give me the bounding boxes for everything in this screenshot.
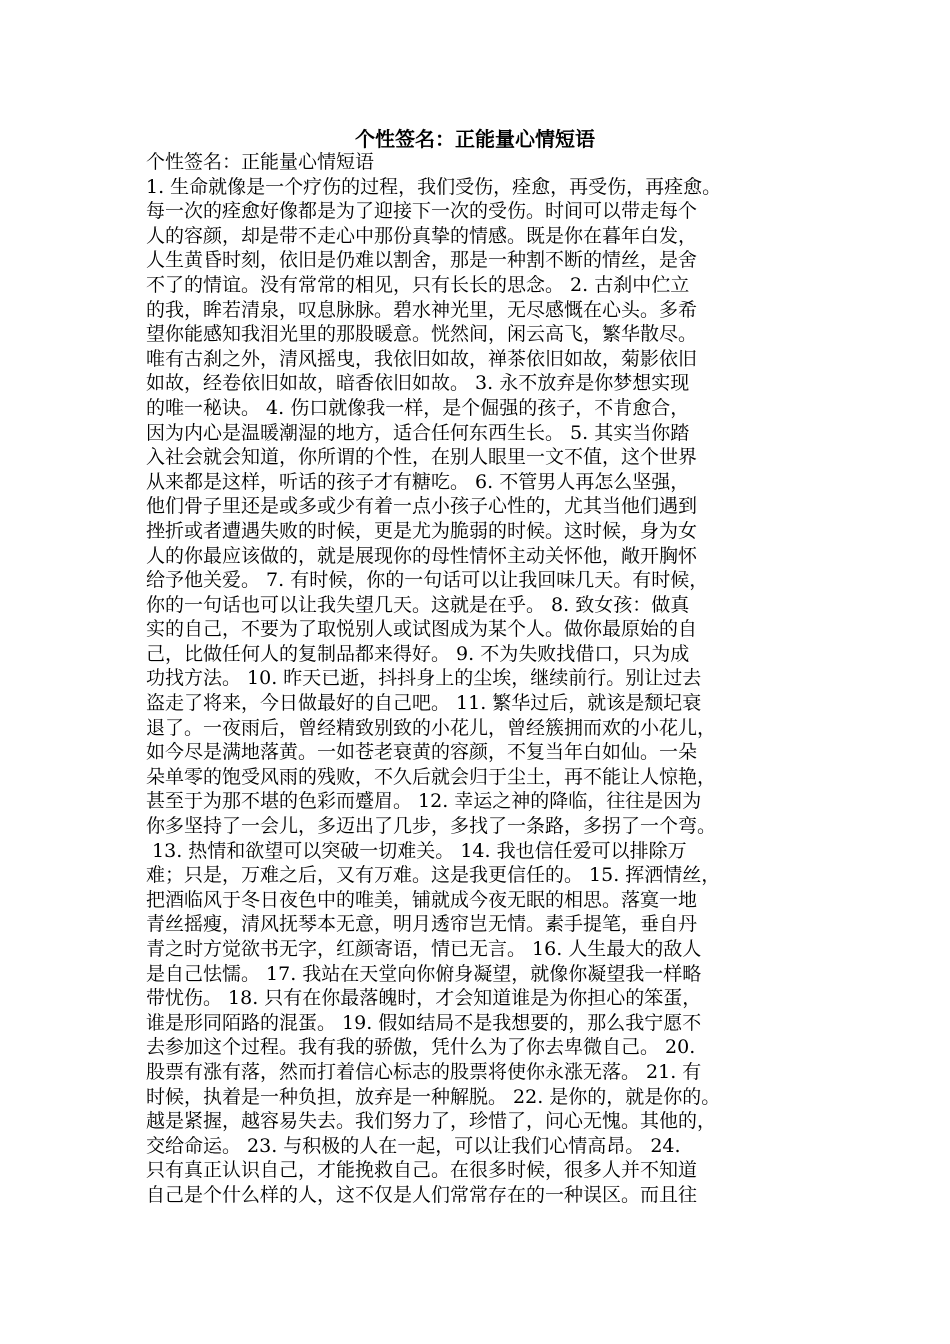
body-text-line: 人的你最应该做的，就是展现你的母性情怀主动关怀他，敞开胸怀 [146,544,698,567]
body-text-line: 功找方法。 10. 昨天已逝，抖抖身上的尘埃，继续前行。别让过去 [146,667,702,690]
body-text-line: 挫折或者遭遇失败的时候，更是尤为脆弱的时候。这时候，身为女 [146,519,698,542]
body-text-line: 13. 热情和欲望可以突破一切难关。 14. 我也信任爱可以排除万 [146,839,687,862]
body-text-line: 去参加这个过程。我有我的骄傲，凭什么为了你去卑微自己。 20. [146,1036,696,1059]
body-text-line: 交给命运。 23. 与积极的人在一起，可以让我们心情高昂。 24. [146,1134,681,1157]
body-text-line: 越是紧握，越容易失去。我们努力了，珍惜了，问心无愧。其他的， [146,1110,717,1133]
body-text-line: 自己是个什么样的人，这不仅是人们常常存在的一种误区。而且往 [146,1183,698,1206]
body-text-line: 望你能感知我泪光里的那股暖意。恍然间，闲云高飞，繁华散尽。 [146,323,698,346]
body-text-line: 如故，经卷依旧如故，暗香依旧如故。 3. 永不放弃是你梦想实现 [146,372,690,395]
document-title: 个性签名：正能量心情短语 [355,127,595,151]
body-text-line: 因为内心是温暖潮湿的地方，适合任何东西生长。 5. 其实当你踏 [146,421,690,444]
body-text-line: 入社会就会知道，你所谓的个性，在别人眼里一文不值，这个世界 [146,446,698,469]
body-text-line: 你的一句话也可以让我失望几天。这就是在乎。 8. 致女孩：做真 [146,593,690,616]
body-text-line: 只有真正认识自己，才能挽救自己。在很多时候，很多人并不知道 [146,1159,698,1182]
body-text-line: 股票有涨有落，然而打着信心标志的股票将使你永涨无落。 21. 有 [146,1060,702,1083]
body-text-line: 盗走了将来，今日做最好的自己吧。 11. 繁华过后，就该是颓圮衰 [146,692,702,715]
body-text-line: 你多坚持了一会儿，多迈出了几步，多找了一条路，多拐了一个弯。 [146,815,717,838]
body-text-line: 难；只是，万难之后，又有万难。这是我更信任的。 15. 挥洒情丝， [146,864,721,887]
body-text-line: 人的容颜，却是带不走心中那份真挚的情感。既是你在暮年白发， [146,224,698,247]
body-text-line: 是自己怯懦。 17. 我站在天堂向你俯身凝望，就像你凝望我一样略 [146,962,702,985]
body-text-line: 人生黄昏时刻，依旧是仍难以割舍，那是一种割不断的情丝，是舍 [146,249,698,272]
body-text-line: 己，比做任何人的复制品都来得好。 9. 不为失败找借口，只为成 [146,642,690,665]
body-text-line: 给予他关爱。 7. 有时候，你的一句话可以让我回味几天。有时候， [146,569,709,592]
body-text-line: 不了的情谊。没有常常的相见，只有长长的思念。 2. 古刹中伫立 [146,273,690,296]
body-text-line: 的我，眸若清泉，叹息脉脉。碧水神光里，无尽感慨在心头。多希 [146,298,698,321]
document-body [146,150,826,1208]
body-text-line: 青丝摇瘦，清风抚琴本无意，明月透帘岂无情。素手提笔，垂自丹 [146,913,698,936]
body-text-line: 谁是形同陌路的混蛋。 19. 假如结局不是我想要的，那么我宁愿不 [146,1011,702,1034]
body-text-line: 他们骨子里还是或多或少有着一点小孩子心性的，尤其当他们遇到 [146,495,698,518]
body-text-line: 带忧伤。 18. 只有在你最落魄时，才会知道谁是为你担心的笨蛋， [146,987,702,1010]
body-text-line: 唯有古刹之外，清风摇曳，我依旧如故，禅茶依旧如故，菊影依旧 [146,347,698,370]
body-text-line: 甚至于为那不堪的色彩而蹙眉。 12. 幸运之神的降临，往往是因为 [146,790,702,813]
body-text-line: 实的自己，不要为了取悦别人或试图成为某个人。做你最原始的自 [146,618,698,641]
body-text-line: 退了。一夜雨后，曾经精致别致的小花儿，曾经簇拥而欢的小花儿， [146,716,717,739]
body-text-line: 朵单零的饱受风雨的残败，不久后就会归于尘土，再不能让人惊艳， [146,765,717,788]
body-text-line: 每一次的痊愈好像都是为了迎接下一次的受伤。时间可以带走每个 [146,200,698,223]
body-text-line: 时候，执着是一种负担，放弃是一种解脱。 22. 是你的，就是你的。 [146,1085,721,1108]
body-text-line: 如今尽是满地落黄。一如苍老衰黄的容颜，不复当年白如仙。一朵 [146,741,698,764]
body-text-line: 青之时方觉欲书无字，红颜寄语，情已无言。 16. 人生最大的敌人 [146,938,702,960]
body-text-line: 个性签名：正能量心情短语 [146,151,375,173]
body-text-line: 1. 生命就像是一个疗伤的过程，我们受伤，痊愈，再受伤，再痊愈。 [146,175,722,198]
body-text-line: 的唯一秘诀。 4. 伤口就像我一样，是个倔强的孩子，不肯愈合， [146,396,690,419]
body-text-line: 把酒临风于冬日夜色中的唯美，铺就成今夜无眠的相思。落寞一地 [146,888,698,911]
body-text-line: 从来都是这样，听话的孩子才有糖吃。 6. 不管男人再怎么坚强， [146,470,690,493]
